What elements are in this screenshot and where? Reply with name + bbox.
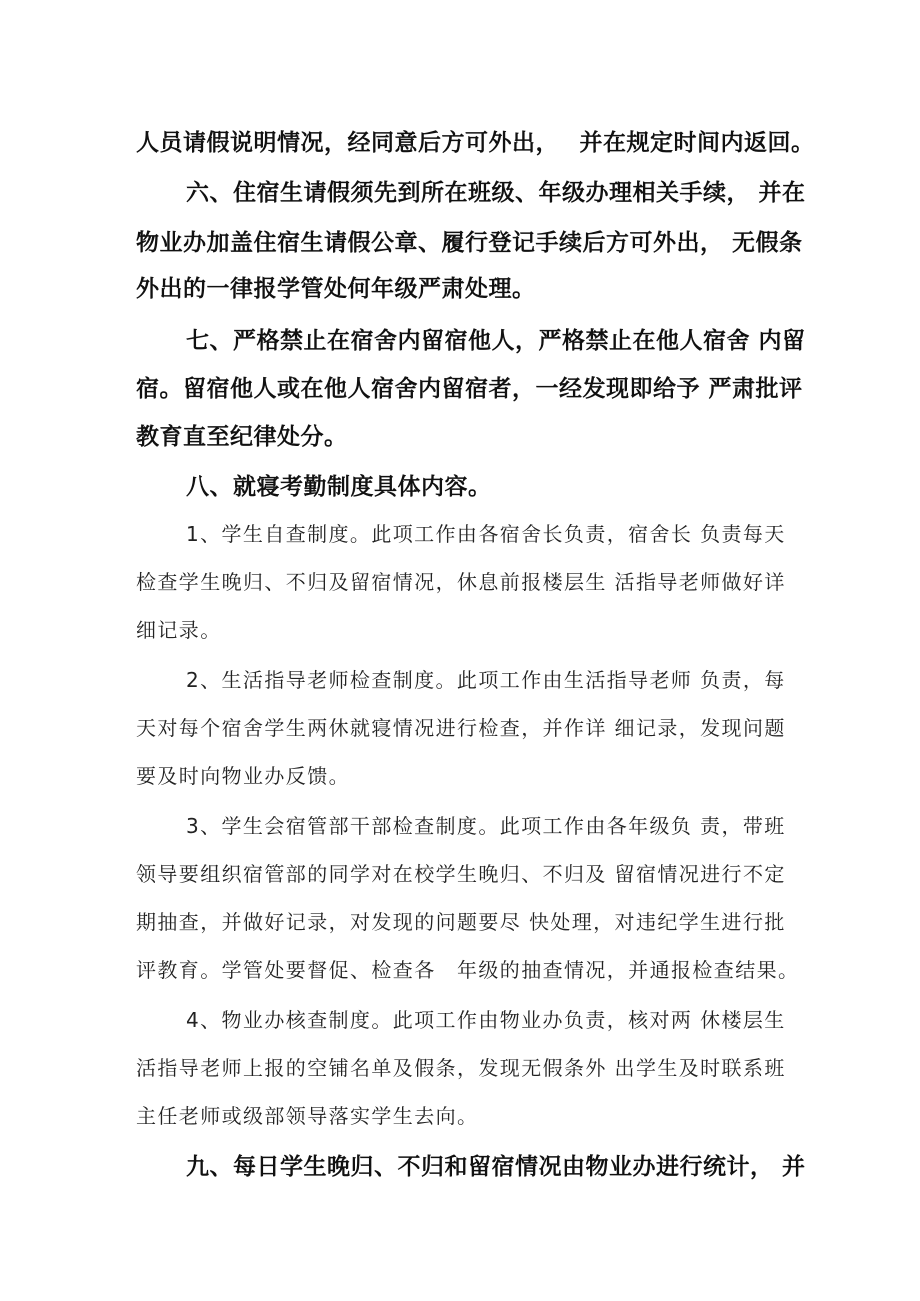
text-line: 要及时向物业办反馈。 <box>136 764 350 788</box>
text-line: 八、就寝考勤制度具体内容。 <box>186 474 492 500</box>
text-line: 2、生活指导老师检查制度。此项工作由生活指导老师 负责，每 <box>186 668 786 692</box>
text-line: 人员请假说明情况，经同意后方可外出， 并在规定时间内返回。 <box>136 130 815 156</box>
text-line: 领导要组织宿管部的同学对在校学生晚归、不归及 留宿情况进行不定 <box>136 862 786 886</box>
text-line: 天对每个宿舍学生两休就寝情况进行检查，并作详 细记录，发现问题 <box>136 716 786 740</box>
text-line: 教育直至纪律处分。 <box>136 424 348 450</box>
text-line: 主任老师或级部领导落实学生去向。 <box>136 1104 479 1128</box>
text-line: 活指导老师上报的空铺名单及假条，发现无假条外 出学生及时联系班 <box>136 1056 786 1080</box>
text-line: 细记录。 <box>136 618 222 642</box>
text-line: 宿。留宿他人或在他人宿舍内留宿者，一经发现即给予 严肃批评 <box>136 376 803 402</box>
text-line: 1、学生自查制度。此项工作由各宿舍长负责，宿舍长 负责每天 <box>186 522 786 546</box>
text-line: 期抽查，并做好记录，对发现的问题要尽 快处理，对违纪学生进行批 <box>136 910 786 934</box>
text-line: 4、物业办核查制度。此项工作由物业办负责，核对两 休楼层生 <box>186 1008 786 1032</box>
text-line: 六、住宿生请假须先到所在班级、年级办理相关手续， 并在 <box>186 180 806 206</box>
text-line: 外出的一律报学管处何年级严肃处理。 <box>136 276 536 302</box>
text-line: 七、严格禁止在宿舍内留宿他人，严格禁止在他人宿舍 内留 <box>186 328 806 354</box>
text-line: 检查学生晚归、不归及留宿情况，休息前报楼层生 活指导老师做好详 <box>136 570 786 594</box>
text-line: 九、每日学生晚归、不归和留宿情况由物业办进行统计， 并 <box>186 1154 806 1180</box>
text-line: 3、学生会宿管部干部检查制度。此项工作由各年级负 责，带班 <box>186 814 786 838</box>
text-line: 评教育。学管处要督促、检查各 年级的抽查情况，并通报检查结果。 <box>136 958 800 982</box>
text-line: 物业办加盖住宿生请假公章、履行登记手续后方可外出， 无假条 <box>136 230 803 256</box>
